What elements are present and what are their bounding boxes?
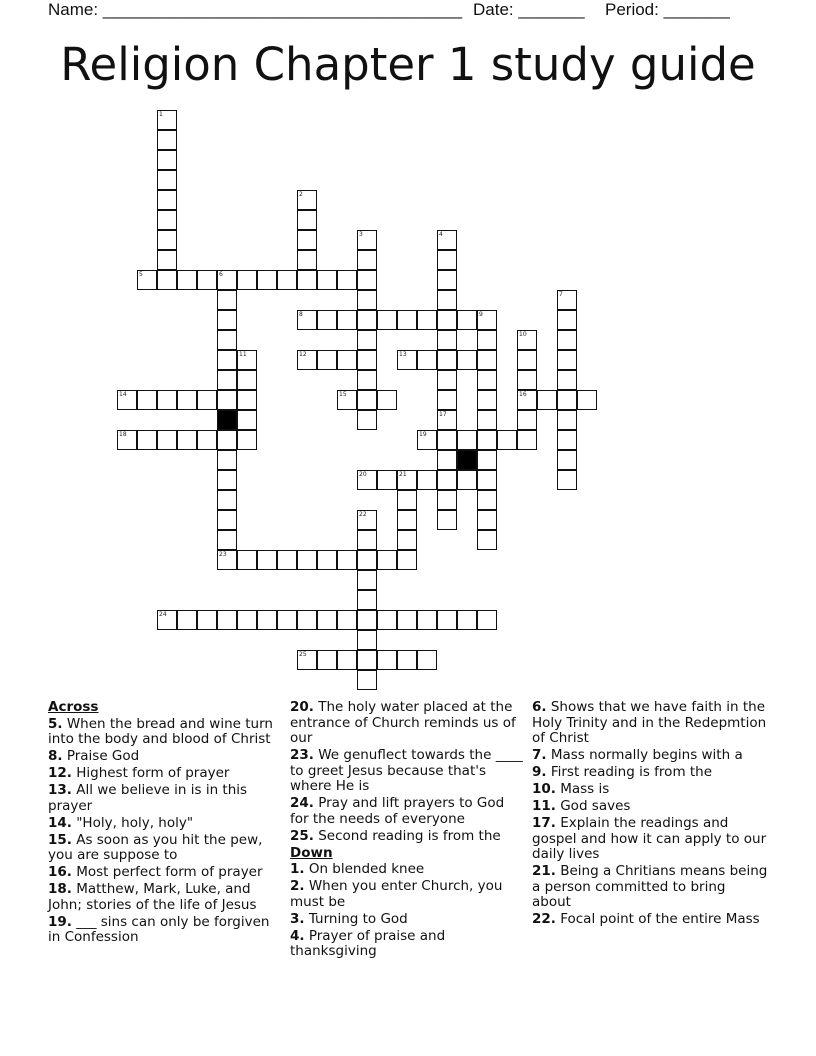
grid-cell[interactable] <box>357 290 377 310</box>
black-square <box>217 410 237 430</box>
grid-cell[interactable] <box>557 450 577 470</box>
grid-cell[interactable] <box>557 350 577 370</box>
clue-down-2: 2. When you enter Church, you must be <box>290 878 503 910</box>
grid-cell[interactable] <box>197 430 217 450</box>
grid-cell[interactable] <box>157 130 177 150</box>
grid-cell[interactable] <box>177 390 197 410</box>
grid-cell[interactable] <box>217 390 237 410</box>
clue-number-1: 1 <box>159 111 163 118</box>
grid-cell[interactable] <box>557 330 577 350</box>
grid-cell[interactable] <box>457 350 477 370</box>
grid-cell[interactable] <box>357 390 377 410</box>
grid-cell[interactable] <box>337 650 357 670</box>
grid-cell[interactable] <box>417 350 437 370</box>
grid-cell[interactable] <box>217 470 237 490</box>
grid-cell[interactable] <box>537 390 557 410</box>
grid-cell[interactable] <box>137 390 157 410</box>
grid-cell[interactable] <box>357 410 377 430</box>
clue-number-25: 25 <box>299 651 307 658</box>
clue-across-19: 19. ___ sins can only be forgiven in Confession <box>48 913 270 945</box>
clue-number-6: 6 <box>219 271 223 278</box>
clue-down-6: 6. Shows that we have faith in the Holy Trinity and in the Redepmtion of Christ <box>532 699 767 746</box>
grid-cell[interactable] <box>257 610 277 630</box>
grid-cell[interactable] <box>417 310 437 330</box>
grid-cell[interactable] <box>397 530 417 550</box>
grid-cell[interactable] <box>157 390 177 410</box>
grid-cell[interactable] <box>357 570 377 590</box>
clue-number-5: 5 <box>139 271 143 278</box>
grid-cell[interactable] <box>317 550 337 570</box>
grid-cell[interactable] <box>477 390 497 410</box>
grid-cell[interactable] <box>257 550 277 570</box>
grid-cell[interactable] <box>557 370 577 390</box>
clue-number-4: 4 <box>439 231 443 238</box>
grid-cell[interactable] <box>437 490 457 510</box>
grid-cell[interactable] <box>217 430 237 450</box>
clue-across-18: 18. Matthew, Mark, Luke, and John; stories of the life of Jesus <box>48 881 257 913</box>
grid-cell[interactable] <box>237 370 257 390</box>
grid-cell[interactable] <box>337 610 357 630</box>
grid-cell[interactable] <box>317 270 337 290</box>
grid-cell[interactable] <box>397 490 417 510</box>
grid-cell[interactable] <box>417 610 437 630</box>
clue-across-12: 12. Highest form of prayer <box>48 765 230 781</box>
grid-cell[interactable] <box>357 590 377 610</box>
grid-cell[interactable] <box>557 470 577 490</box>
grid-cell[interactable] <box>357 310 377 330</box>
name-field[interactable]: Name: ______________________________________ <box>48 0 463 19</box>
grid-cell[interactable] <box>157 190 177 210</box>
grid-cell[interactable] <box>217 310 237 330</box>
grid-cell[interactable] <box>357 250 377 270</box>
clue-across-25: 25. Second reading is from the <box>290 827 501 844</box>
grid-cell[interactable] <box>437 470 457 490</box>
date-field[interactable]: Date: _______ <box>473 0 585 19</box>
grid-cell[interactable] <box>317 350 337 370</box>
grid-cell[interactable] <box>177 430 197 450</box>
clue-across-13: 13. All we believe in is in this prayer <box>48 782 248 814</box>
grid-cell[interactable] <box>157 230 177 250</box>
grid-cell[interactable] <box>557 410 577 430</box>
grid-cell[interactable] <box>337 550 357 570</box>
clue-down-4: 4. Prayer of praise and thanksgiving <box>290 927 446 959</box>
clue-across-8: 8. Praise God <box>48 748 140 764</box>
grid-cell[interactable] <box>277 610 297 630</box>
grid-cell[interactable] <box>337 350 357 370</box>
grid-cell[interactable] <box>217 530 237 550</box>
grid-cell[interactable] <box>357 330 377 350</box>
clue-number-2: 2 <box>299 191 303 198</box>
clue-number-21: 21 <box>399 471 407 478</box>
grid-cell[interactable] <box>217 350 237 370</box>
grid-cell[interactable] <box>377 470 397 490</box>
grid-cell[interactable] <box>337 310 357 330</box>
grid-cell[interactable] <box>397 650 417 670</box>
grid-cell[interactable] <box>477 470 497 490</box>
grid-cell[interactable] <box>217 450 237 470</box>
grid-cell[interactable] <box>357 550 377 570</box>
clue-across-15: 15. As soon as you hit the pew, you are suppose to <box>48 831 263 863</box>
clue-number-22: 22 <box>359 511 367 518</box>
grid-cell[interactable] <box>257 270 277 290</box>
clue-number-10: 10 <box>519 331 527 338</box>
clue-down-17: 17. Explain the readings and gospel and how it can apply to our daily lives <box>532 815 767 862</box>
grid-cell[interactable] <box>477 610 497 630</box>
grid-cell[interactable] <box>357 670 377 690</box>
grid-cell[interactable] <box>157 170 177 190</box>
grid-cell[interactable] <box>397 610 417 630</box>
grid-cell[interactable] <box>397 310 417 330</box>
grid-cell[interactable] <box>157 270 177 290</box>
grid-cell[interactable] <box>417 650 437 670</box>
grid-cell[interactable] <box>157 150 177 170</box>
grid-cell[interactable] <box>377 390 397 410</box>
grid-cell[interactable] <box>517 370 537 390</box>
grid-cell[interactable] <box>317 650 337 670</box>
grid-cell[interactable] <box>217 370 237 390</box>
grid-cell[interactable] <box>457 310 477 330</box>
clue-across-14: 14. "Holy, holy, holy" <box>48 814 194 831</box>
grid-cell[interactable] <box>237 270 257 290</box>
grid-cell[interactable] <box>437 250 457 270</box>
clue-number-12: 12 <box>299 351 307 358</box>
grid-cell[interactable] <box>357 630 377 650</box>
clue-down-11: 11. God saves <box>532 798 631 814</box>
grid-cell[interactable] <box>357 610 377 630</box>
grid-cell[interactable] <box>517 410 537 430</box>
grid-cell[interactable] <box>477 410 497 430</box>
grid-cell[interactable] <box>477 330 497 350</box>
clue-number-14: 14 <box>119 391 127 398</box>
clue-number-19: 19 <box>419 431 427 438</box>
grid-cell[interactable] <box>437 330 457 350</box>
grid-cell[interactable] <box>357 650 377 670</box>
grid-cell[interactable] <box>377 650 397 670</box>
clue-down-21: 21. Being a Chritians means being a person committed to bring about <box>532 863 768 910</box>
clue-across-23: 23. We genuflect towards the ____ to greet Jesus because that's where He is <box>290 747 523 794</box>
clue-down-9: 9. First reading is from the <box>532 764 713 780</box>
clue-number-18: 18 <box>119 431 127 438</box>
grid-cell[interactable] <box>457 470 477 490</box>
grid-cell[interactable] <box>577 390 597 410</box>
grid-cell[interactable] <box>437 610 457 630</box>
grid-cell[interactable] <box>157 210 177 230</box>
clue-across-5: 5. When the bread and wine turn into the body and blood of Christ <box>48 715 273 747</box>
grid-cell[interactable] <box>377 310 397 330</box>
grid-cell[interactable] <box>477 530 497 550</box>
clue-number-20: 20 <box>359 471 367 478</box>
grid-cell[interactable] <box>277 550 297 570</box>
grid-cell[interactable] <box>357 350 377 370</box>
grid-cell[interactable] <box>437 270 457 290</box>
grid-cell[interactable] <box>437 290 457 310</box>
grid-cell[interactable] <box>237 610 257 630</box>
grid-cell[interactable] <box>437 430 457 450</box>
grid-cell[interactable] <box>217 510 237 530</box>
grid-cell[interactable] <box>237 390 257 410</box>
across-heading: Across <box>48 699 99 715</box>
grid-cell[interactable] <box>357 270 377 290</box>
grid-cell[interactable] <box>417 470 437 490</box>
grid-cell[interactable] <box>317 610 337 630</box>
grid-cell[interactable] <box>517 350 537 370</box>
clue-across-16: 16. Most perfect form of prayer <box>48 864 263 880</box>
clue-column-1 <box>48 700 276 947</box>
grid-cell[interactable] <box>437 450 457 470</box>
grid-cell[interactable] <box>217 610 237 630</box>
grid-cell[interactable] <box>237 410 257 430</box>
grid-cell[interactable] <box>557 310 577 330</box>
clue-number-9: 9 <box>479 311 483 318</box>
grid-cell[interactable] <box>157 250 177 270</box>
grid-cell[interactable] <box>437 370 457 390</box>
grid-cell[interactable] <box>437 310 457 330</box>
grid-cell[interactable] <box>297 230 317 250</box>
grid-cell[interactable] <box>477 450 497 470</box>
clue-column-3 <box>532 700 768 929</box>
grid-cell[interactable] <box>477 490 497 510</box>
grid-cell[interactable] <box>397 550 417 570</box>
clue-number-24: 24 <box>159 611 167 618</box>
clue-number-8: 8 <box>299 311 303 318</box>
grid-cell[interactable] <box>217 290 237 310</box>
down-heading: Down <box>290 844 333 861</box>
grid-cell[interactable] <box>437 510 457 530</box>
grid-cell[interactable] <box>457 430 477 450</box>
grid-cell[interactable] <box>317 310 337 330</box>
grid-cell[interactable] <box>297 210 317 230</box>
clue-number-16: 16 <box>519 391 527 398</box>
clue-across-24: 24. Pray and lift prayers to God for the needs of everyone <box>290 795 505 827</box>
grid-cell[interactable] <box>197 390 217 410</box>
clue-down-1: 1. On blended knee <box>290 861 425 877</box>
grid-cell[interactable] <box>217 490 237 510</box>
grid-cell[interactable] <box>297 270 317 290</box>
clue-number-13: 13 <box>399 351 407 358</box>
grid-cell[interactable] <box>437 350 457 370</box>
clue-number-3: 3 <box>359 231 363 238</box>
clue-across-20: 20. The holy water placed at the entrance of Church reminds us of our <box>290 699 516 746</box>
clue-number-15: 15 <box>339 391 347 398</box>
clue-number-11: 11 <box>239 351 247 358</box>
grid-cell[interactable] <box>457 610 477 630</box>
clue-down-22: 22. Focal point of the entire Mass <box>532 911 760 927</box>
clue-number-23: 23 <box>219 551 227 558</box>
grid-cell[interactable] <box>397 510 417 530</box>
grid-cell[interactable] <box>277 270 297 290</box>
grid-cell[interactable] <box>337 270 357 290</box>
grid-cell[interactable] <box>357 530 377 550</box>
grid-cell[interactable] <box>197 270 217 290</box>
grid-cell[interactable] <box>297 550 317 570</box>
grid-cell[interactable] <box>377 610 397 630</box>
grid-cell[interactable] <box>377 550 397 570</box>
grid-cell[interactable] <box>557 430 577 450</box>
grid-cell[interactable] <box>497 430 517 450</box>
clue-number-7: 7 <box>559 291 563 298</box>
grid-cell[interactable] <box>137 430 157 450</box>
grid-cell[interactable] <box>357 370 377 390</box>
grid-cell[interactable] <box>237 430 257 450</box>
grid-cell[interactable] <box>177 610 197 630</box>
grid-cell[interactable] <box>157 430 177 450</box>
grid-cell[interactable] <box>237 550 257 570</box>
grid-cell[interactable] <box>217 330 237 350</box>
grid-cell[interactable] <box>437 390 457 410</box>
grid-cell[interactable] <box>557 390 577 410</box>
grid-cell[interactable] <box>297 250 317 270</box>
grid-cell[interactable] <box>517 430 537 450</box>
grid-cell[interactable] <box>177 270 197 290</box>
grid-cell[interactable] <box>197 610 217 630</box>
period-field[interactable]: Period: _______ <box>605 0 730 19</box>
clue-down-3: 3. Turning to God <box>290 910 408 927</box>
black-square <box>457 450 477 470</box>
clue-down-10: 10. Mass is <box>532 781 610 797</box>
grid-cell[interactable] <box>477 430 497 450</box>
grid-cell[interactable] <box>477 370 497 390</box>
grid-cell[interactable] <box>297 610 317 630</box>
grid-cell[interactable] <box>477 350 497 370</box>
clue-number-17: 17 <box>439 411 447 418</box>
clue-column-2 <box>290 700 524 961</box>
clue-down-7: 7. Mass normally begins with a <box>532 747 743 763</box>
page-title: Religion Chapter 1 study guide <box>60 38 756 91</box>
grid-cell[interactable] <box>477 510 497 530</box>
